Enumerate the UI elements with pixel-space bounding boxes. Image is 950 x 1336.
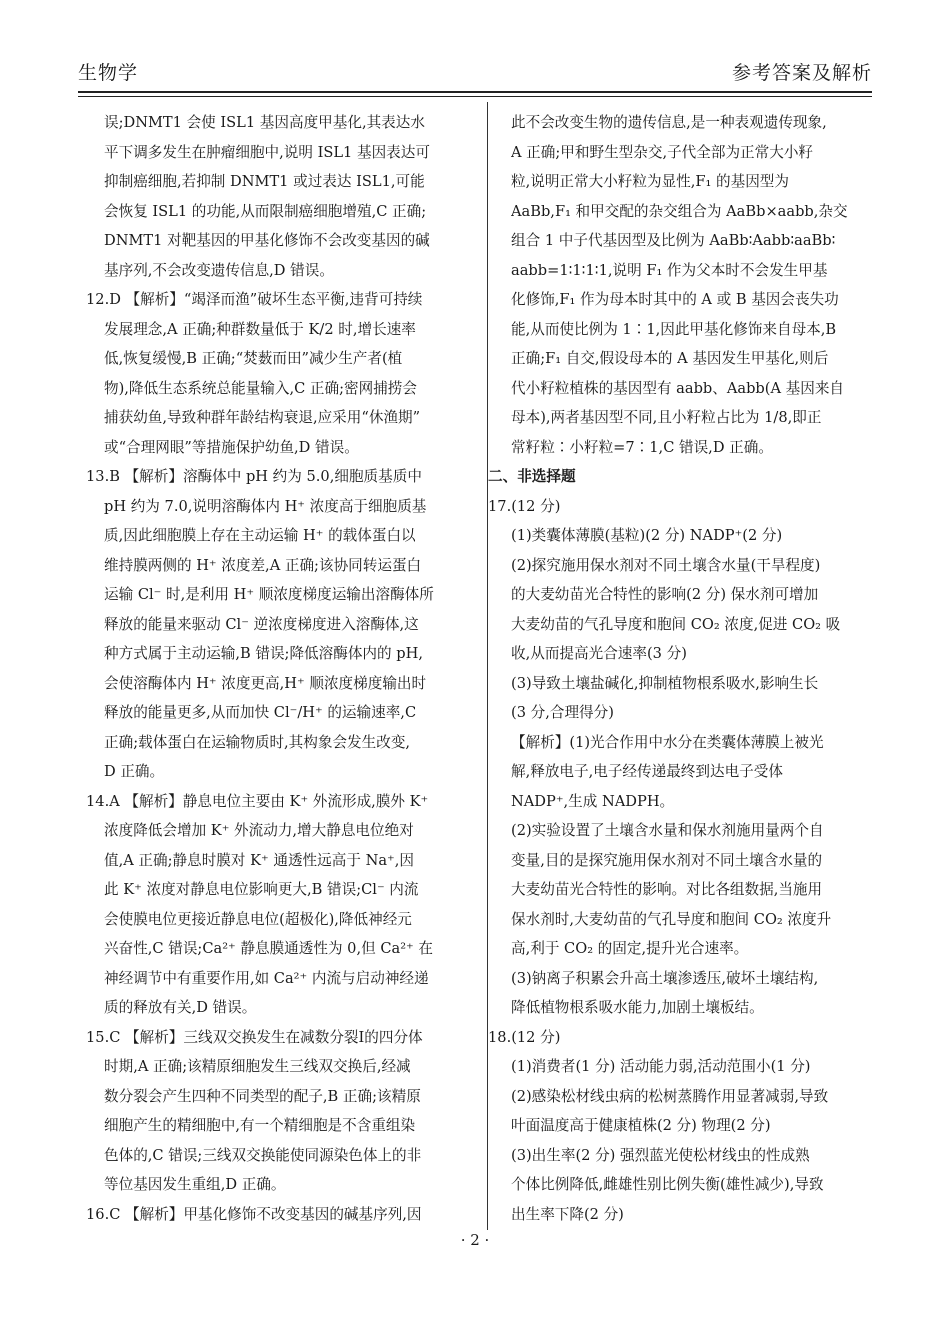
text-line: 会恢复 ISL1 的功能,从而限制癌细胞增殖,C 正确; — [104, 202, 427, 220]
text-line: 基序列,不会改变遗传信息,D 错误。 — [104, 261, 334, 279]
column-divider — [487, 102, 488, 1230]
text-line: 个体比例降低,雌雄性别比例失衡(雄性减少),导致 — [511, 1176, 824, 1193]
text-line: 13.B 【解析】溶酶体中 pH 约为 5.0,细胞质基质中 — [86, 468, 422, 485]
text-line: 质的释放有关,D 错误。 — [104, 999, 257, 1016]
text-line: (3 分,合理得分) — [511, 704, 614, 721]
text-line: 神经调节中有重要作用,如 Ca²⁺ 内流与启动神经递 — [104, 969, 429, 987]
text-line: 此 K⁺ 浓度对静息电位影响更大,B 错误;Cl⁻ 内流 — [104, 881, 419, 898]
subject-title: 生物学 — [78, 62, 139, 84]
text-line: 细胞产生的精细胞中,有一个精细胞是不含重组染 — [104, 1117, 416, 1134]
text-line: NADP⁺,生成 NADPH。 — [511, 792, 675, 810]
text-line: (2)实验设置了土壤含水量和保水剂施用量两个自 — [511, 822, 824, 839]
text-line: 降低植物根系吸水能力,加剧土壤板结。 — [511, 999, 764, 1016]
header-rule-thin — [78, 96, 872, 97]
text-line: 出生率下降(2 分) — [511, 1205, 624, 1223]
text-line: 保水剂时,大麦幼苗的气孔导度和胞间 CO₂ 浓度升 — [511, 910, 832, 928]
text-line: (3)导致土壤盐碱化,抑制植物根系吸水,影响生长 — [511, 674, 819, 692]
left-column — [86, 108, 462, 1229]
text-line: 运输 Cl⁻ 时,是利用 H⁺ 顺浓度梯度运输出溶酶体所 — [104, 586, 434, 603]
text-line: 叶面温度高于健康植株(2 分) 物理(2 分) — [511, 1117, 771, 1134]
text-line: (2)感染松材线虫病的松树蒸腾作用显著减弱,导致 — [511, 1087, 829, 1105]
text-line: 收,从而提高光合速率(3 分) — [511, 645, 687, 662]
text-line: 常籽粒∶小籽粒=7∶1,C 错误,D 正确。 — [511, 438, 773, 456]
text-line: D 正确。 — [104, 763, 165, 780]
text-line: 平下调多发生在肿瘤细胞中,说明 ISL1 基因表达可 — [104, 143, 430, 161]
text-line: 质,因此细胞膜上存在主动运输 H⁺ 的载体蛋白以 — [104, 527, 416, 544]
text-line: 二、非选择题 — [488, 468, 576, 485]
text-line: 组合 1 中子代基因型及比例为 AaBb∶Aabb∶aaBb∶ — [511, 232, 836, 249]
text-line: 会使膜电位更接近静息电位(超极化),降低神经元 — [104, 910, 412, 928]
document-type: 参考答案及解析 — [731, 62, 872, 84]
text-line: 浓度降低会增加 K⁺ 外流动力,增大静息电位绝对 — [104, 822, 414, 839]
text-line: 种方式属于主动运输,B 错误;降低溶酶体内的 pH, — [104, 645, 423, 662]
text-line: (1)消费者(1 分) 活动能力弱,活动范围小(1 分) — [511, 1058, 811, 1075]
page-header — [78, 58, 872, 88]
text-line: 物),降低生态系统总能量输入,C 正确;密网捕捞会 — [104, 379, 417, 397]
text-line: 18.(12 分) — [488, 1028, 561, 1046]
right-column — [488, 108, 873, 1229]
page-number: · 2 · — [460, 1231, 490, 1249]
text-line: 代小籽粒植株的基因型有 aabb、Aabb(A 基因来自 — [511, 379, 845, 397]
text-line: 变量,目的是探究施用保水剂对不同土壤含水量的 — [511, 851, 823, 869]
text-line: 低,恢复缓慢,B 正确;“焚薮而田”减少生产者(植 — [104, 350, 403, 367]
text-line: (3)钠离子积累会升高土壤渗透压,破坏土壤结构, — [511, 969, 819, 987]
text-line: 抑制癌细胞,若抑制 DNMT1 或过表达 ISL1,可能 — [104, 173, 425, 190]
text-line: 正确;载体蛋白在运输物质时,其构象会发生改变, — [104, 733, 411, 751]
text-line: 12.D 【解析】“竭泽而渔”破坏生态平衡,违背可持续 — [86, 291, 423, 308]
text-line: 大麦幼苗的气孔导度和胞间 CO₂ 浓度,促进 CO₂ 吸 — [511, 615, 841, 633]
text-line: 等位基因发生重组,D 正确。 — [104, 1176, 286, 1193]
text-line: DNMT1 对靶基因的甲基化修饰不会改变基因的碱 — [104, 232, 430, 249]
text-line: 误;DNMT1 会使 ISL1 基因高度甲基化,其表达水 — [104, 114, 425, 131]
text-line: 捕获幼鱼,导致种群年龄结构衰退,应采用“休渔期” — [104, 409, 421, 426]
text-line: 17.(12 分) — [488, 497, 561, 515]
header-rule-thick — [78, 91, 872, 93]
text-line: (2)探究施用保水剂对不同土壤含水量(干旱程度) — [511, 556, 821, 574]
text-line: 发展理念,A 正确;种群数量低于 K/2 时,增长速率 — [104, 320, 416, 338]
text-line: 16.C 【解析】甲基化修饰不改变基因的碱基序列,因 — [86, 1205, 422, 1223]
text-line: 会使溶酶体内 H⁺ 浓度更高,H⁺ 顺浓度梯度输出时 — [104, 674, 427, 692]
text-line: 解,释放电子,电子经传递最终到达电子受体 — [511, 763, 783, 780]
text-line: A 正确;甲和野生型杂交,子代全部为正常大小籽 — [511, 143, 814, 161]
text-line: 正确;F₁ 自交,假设母本的 A 基因发生甲基化,则后 — [511, 350, 829, 367]
text-line: 粒,说明正常大小籽粒为显性,F₁ 的基因型为 — [511, 173, 789, 190]
text-line: 兴奋性,C 错误;Ca²⁺ 静息膜通透性为 0,但 Ca²⁺ 在 — [104, 940, 433, 957]
text-line: AaBb,F₁ 和甲交配的杂交组合为 AaBb×aabb,杂交 — [511, 202, 848, 220]
text-line: pH 约为 7.0,说明溶酶体内 H⁺ 浓度高于细胞质基 — [104, 497, 427, 515]
text-line: 值,A 正确;静息时膜对 K⁺ 通透性远高于 Na⁺,因 — [104, 851, 414, 869]
text-line: 释放的能量更多,从而加快 Cl⁻/H⁺ 的运输速率,C — [104, 704, 417, 721]
text-line: (1)类囊体薄膜(基粒)(2 分) NADP⁺(2 分) — [511, 527, 783, 544]
text-line: 15.C 【解析】三线双交换发生在减数分裂Ⅰ的四分体 — [86, 1028, 423, 1046]
text-line: (3)出生率(2 分) 强烈蓝光使松材线虫的性成熟 — [511, 1146, 810, 1164]
text-line: 能,从而使比例为 1∶1,因此甲基化修饰来自母本,B — [511, 320, 837, 338]
text-line: 大麦幼苗光合特性的影响。对比各组数据,当施用 — [511, 881, 823, 898]
text-line: 或“合理网眼”等措施保护幼鱼,D 错误。 — [104, 438, 359, 456]
text-line: 【解析】(1)光合作用中水分在类囊体薄膜上被光 — [511, 733, 824, 751]
text-line: 14.A 【解析】静息电位主要由 K⁺ 外流形成,膜外 K⁺ — [86, 792, 429, 810]
text-line: 维持膜两侧的 H⁺ 浓度差,A 正确;该协同转运蛋白 — [104, 556, 422, 574]
text-line: 化修饰,F₁ 作为母本时其中的 A 或 B 基因会丧失功 — [511, 291, 839, 308]
text-line: 数分裂会产生四种不同类型的配子,B 正确;该精原 — [104, 1087, 421, 1105]
text-line: 高,利于 CO₂ 的固定,提升光合速率。 — [511, 940, 749, 957]
text-line: 母本),两者基因型不同,且小籽粒占比为 1/8,即正 — [511, 409, 822, 426]
text-line: 的大麦幼苗光合特性的影响(2 分) 保水剂可增加 — [511, 586, 819, 603]
text-line: aabb=1∶1∶1∶1,说明 F₁ 作为父本时不会发生甲基 — [511, 261, 828, 279]
text-line: 释放的能量来驱动 Cl⁻ 逆浓度梯度进入溶酶体,这 — [104, 615, 419, 633]
text-line: 时期,A 正确;该精原细胞发生三线双交换后,经减 — [104, 1058, 411, 1075]
text-line: 色体的,C 错误;三线双交换能使同源染色体上的非 — [104, 1146, 422, 1164]
text-line: 此不会改变生物的遗传信息,是一种表观遗传现象, — [511, 114, 827, 131]
